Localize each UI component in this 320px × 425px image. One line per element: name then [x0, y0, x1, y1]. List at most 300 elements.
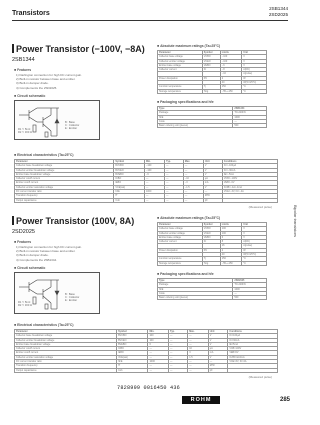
table-cell: 2SB1344: [233, 107, 267, 111]
table-row: [158, 124, 267, 128]
table-cell: V: [208, 355, 228, 359]
table-cell: Min.: [144, 160, 164, 164]
table-cell: A(pulse): [242, 72, 267, 76]
table-cell: Power dissipation: [158, 248, 203, 252]
table-cell: hFE: [114, 190, 145, 194]
table-cell: V: [242, 227, 267, 231]
table-cell: Typ.: [169, 330, 188, 334]
table-cell: VEB=6V: [228, 351, 278, 355]
table-cell: [228, 368, 278, 372]
section2-title-text: Power Transistor (100V, 8A): [16, 216, 135, 226]
pin-label: C : Collector: [65, 124, 80, 128]
table-cell: Parameter: [15, 330, 117, 334]
table-cell: −8: [220, 68, 241, 72]
table-body: [158, 279, 267, 300]
table-cell: —: [233, 119, 267, 123]
table-cell: Collector-emitter voltage: [158, 231, 203, 235]
darlington-circuit-icon: [15, 273, 101, 315]
table-cell: Unit: [208, 330, 228, 334]
table-cell: −55~+150: [220, 89, 241, 93]
table-cell: Junction temperature: [158, 257, 203, 261]
table-cell: 500: [233, 124, 267, 128]
table-cell: VCE(sat): [114, 185, 145, 189]
circuit-label: R2 ≒ 300 Ω: [18, 131, 32, 135]
table-cell: A(DC): [242, 240, 267, 244]
table-cell: Conditions: [222, 160, 277, 164]
table-cell: MHz: [203, 194, 222, 198]
table-cell: Unit: [242, 51, 267, 55]
table-cell: W(Tc=25°C): [242, 81, 267, 85]
feature-item: 3) Built-in damper diode.: [16, 81, 49, 86]
table-cell: —: [148, 368, 169, 372]
section2-abs-max-table: [157, 222, 267, 266]
table-cell: MHz: [208, 364, 228, 368]
table-cell: 6: [148, 342, 169, 346]
table-cell: BVEBO: [114, 172, 145, 176]
table-cell: −1.5: [183, 185, 203, 189]
table-cell: IC: [202, 240, 220, 244]
table-cell: —: [169, 360, 188, 364]
table-cell: DC current transfer ratio: [15, 360, 117, 364]
table-cell: IC=30mA: [228, 338, 278, 342]
table-cell: Output capacitance: [15, 198, 114, 202]
table-cell: —: [165, 177, 184, 181]
table-cell: −3: [183, 181, 203, 185]
table-cell: —: [188, 342, 209, 346]
table-cell: Type: [158, 279, 233, 283]
table-cell: Max.: [183, 160, 203, 164]
section1-electrical-table: [14, 159, 278, 203]
section1-packaging-table: [157, 106, 267, 128]
table-cell: —: [188, 360, 209, 364]
section1-packaging-heading: ■ Packaging specifications and hfe: [157, 100, 214, 104]
table-cell: Emitter-base voltage: [158, 235, 203, 239]
table-cell: °C: [242, 89, 267, 93]
table-cell: VCEO: [202, 59, 220, 63]
table-cell: —: [188, 364, 209, 368]
table-cell: BVCEO: [117, 338, 148, 342]
table-cell: Collector current: [158, 68, 203, 72]
table-cell: IE=5mA: [228, 342, 278, 346]
circuit-label: R1 ≒ 5k Ω: [18, 128, 31, 131]
table-cell: IEBO: [117, 351, 148, 355]
section2-note: (Measured pulse): [248, 375, 272, 379]
feature-item: 2) Built-in resistor between base and emitter.: [16, 249, 76, 254]
table-cell: BVEBO: [117, 342, 148, 346]
table-cell: IEBO: [114, 181, 145, 185]
table-cell: 100: [148, 338, 169, 342]
table-cell: 100: [220, 227, 241, 231]
table-cell: IC=−30mA: [222, 168, 277, 172]
document-category: Transistors: [12, 10, 50, 17]
table-cell: Unit: [242, 223, 267, 227]
table-cell: —: [183, 172, 203, 176]
table-cell: pF: [208, 368, 228, 372]
table-cell: —: [148, 351, 169, 355]
table-cell: Parameter: [158, 51, 203, 55]
table-cell: Basic ordering unit (pieces): [158, 124, 233, 128]
table-cell: Power dissipation: [158, 76, 203, 80]
table-cell: —: [165, 172, 184, 176]
side-category-tab: Bipolar transistors: [293, 205, 298, 238]
section2-part-number: 2SD2025: [12, 229, 35, 235]
circuit-label: R2 ≒ 300 Ω: [18, 304, 32, 308]
pin-label: E : Emitter: [65, 299, 78, 303]
table-cell: —: [208, 360, 228, 364]
darlington-circuit-icon: [15, 101, 101, 141]
table-cell: VCBO: [202, 227, 220, 231]
table-cell: Collector-base breakdown voltage: [15, 164, 114, 168]
table-cell: Collector-emitter breakdown voltage: [15, 168, 114, 172]
table-cell: —: [169, 347, 188, 351]
section2-abs-max-heading: ■ Absolute maximum ratings (Ta=25°C): [157, 216, 220, 220]
table-cell: VCE(sat): [117, 355, 148, 359]
table-cell: —: [144, 198, 164, 202]
table-cell: 500: [233, 296, 267, 300]
table-cell: —: [144, 194, 164, 198]
table-cell: Storage temperature: [158, 261, 203, 265]
section1-title-text: Power Transistor (−100V, −8A): [16, 44, 145, 54]
section2-electrical-table: [14, 329, 278, 373]
title-bar-mark: [12, 44, 14, 53]
table-cell: Symbol: [202, 51, 220, 55]
table-cell: TO-220FN: [233, 111, 267, 115]
table-row: [158, 261, 267, 265]
section2-packaging-table: [157, 278, 267, 300]
table-cell: —: [165, 168, 184, 172]
table-cell: 8: [220, 240, 241, 244]
table-cell: 16: [220, 244, 241, 248]
feature-item: 3) Built-in damper diode.: [16, 253, 49, 258]
table-row: [15, 198, 278, 202]
table-cell: IC/IB=4A/4mA: [228, 355, 278, 359]
feature-item: 4) Complements the 2SD2025.: [16, 85, 58, 90]
table-cell: V: [242, 235, 267, 239]
table-row: [15, 368, 278, 372]
table-cell: —: [148, 347, 169, 351]
table-cell: Cob: [114, 198, 145, 202]
table-cell: ICBO: [117, 347, 148, 351]
table-cell: —: [183, 164, 203, 168]
table-cell: hFE: [117, 360, 148, 364]
table-cell: Collector-emitter voltage: [158, 59, 203, 63]
section2-electrical-heading: ■ Electrical characteristics (Ta=25°C): [14, 323, 73, 327]
header-part-1: 2SB1344: [269, 6, 288, 11]
table-cell: Collector-emitter breakdown voltage: [15, 338, 117, 342]
section1-abs-max-table: [157, 50, 267, 94]
pin-label: C : Collector: [65, 296, 80, 300]
table-cell: BVCBO: [114, 164, 145, 168]
table-cell: —: [188, 338, 209, 342]
header-rule: [12, 20, 288, 21]
section1-features-list: [16, 73, 82, 90]
page-number: 285: [279, 397, 290, 403]
table-cell: Collector current: [158, 240, 203, 244]
table-cell: IC=100μA: [228, 334, 278, 338]
table-cell: —: [183, 198, 203, 202]
table-cell: −100: [220, 59, 241, 63]
table-cell: —: [169, 342, 188, 346]
table-cell: −100: [220, 55, 241, 59]
table-cell: mA: [203, 181, 222, 185]
section1-circuit-diagram: [14, 100, 100, 140]
table-cell: Package: [158, 283, 233, 287]
table-cell: 100: [220, 231, 241, 235]
table-cell: Conditions: [228, 330, 278, 334]
table-cell: —: [148, 364, 169, 368]
table-cell: IC: [202, 68, 220, 72]
table-cell: —: [188, 334, 209, 338]
table-cell: Min.: [148, 330, 169, 334]
table-cell: V: [203, 168, 222, 172]
table-cell: IE=−5mA: [222, 172, 277, 176]
table-cell: [222, 198, 277, 202]
table-body: [158, 51, 267, 94]
table-cell: —: [165, 190, 184, 194]
table-cell: 10: [188, 347, 209, 351]
table-cell: VEB=−6V: [222, 181, 277, 185]
rohm-logo: ROHM: [182, 396, 220, 404]
table-cell: °C: [242, 85, 267, 89]
table-cell: hFE: [158, 115, 233, 119]
table-cell: mA: [208, 351, 228, 355]
table-cell: V: [203, 172, 222, 176]
table-cell: V: [208, 338, 228, 342]
table-cell: 100: [148, 334, 169, 338]
circuit-pin-legend: [65, 121, 79, 131]
table-cell: Symbol: [117, 330, 148, 334]
table-cell: 2SD2025: [233, 279, 267, 283]
circuit-pin-legend: [65, 293, 79, 303]
table-cell: 1.5: [188, 355, 209, 359]
section1-note: (Measured pulse): [248, 205, 272, 209]
table-cell: Parameter: [15, 160, 114, 164]
table-cell: °C: [242, 261, 267, 265]
table-cell: Junction temperature: [158, 85, 203, 89]
table-cell: —: [165, 198, 184, 202]
table-cell: TO-220FN: [233, 283, 267, 287]
table-body: [158, 107, 267, 128]
table-cell: Code: [158, 291, 233, 295]
table-cell: —: [165, 185, 184, 189]
table-cell: —: [148, 355, 169, 359]
header-part-2: 2SD2025: [268, 12, 288, 17]
table-cell: Collector cutoff current: [15, 347, 117, 351]
table-cell: W(Tc=25°C): [242, 253, 267, 257]
table-cell: PC: [202, 248, 220, 252]
section2-circuit-diagram: [14, 272, 100, 314]
table-cell: −55~+150: [220, 261, 241, 265]
table-body: [15, 160, 278, 203]
table-cell: Collector-emitter saturation voltage: [15, 355, 117, 359]
table-cell: Package: [158, 111, 233, 115]
table-cell: VEBO: [202, 235, 220, 239]
table-cell: Transition frequency: [15, 364, 117, 368]
table-cell: Storage temperature: [158, 89, 203, 93]
table-cell: VEBO: [202, 63, 220, 67]
table-cell: pF: [203, 198, 222, 202]
table-cell: —: [183, 190, 203, 194]
feature-item: 1) Darlington connection for high DC current gain.: [16, 245, 83, 249]
table-cell: —: [144, 185, 164, 189]
table-body: [158, 223, 267, 266]
table-cell: Emitter-base voltage: [158, 63, 203, 67]
table-cell: Symbol: [202, 223, 220, 227]
section2-features-list: [16, 245, 82, 262]
title-bar-mark: [12, 216, 14, 225]
table-cell: Tstg: [202, 89, 220, 93]
table-cell: V: [208, 334, 228, 338]
table-cell: W: [242, 76, 267, 80]
table-cell: VCB=100V: [228, 347, 278, 351]
table-cell: −100: [144, 168, 164, 172]
circuit-resistor-labels: [18, 128, 32, 134]
table-cell: —: [169, 364, 188, 368]
table-cell: VCE=3V, IC=4A: [228, 360, 278, 364]
table-cell: —: [183, 168, 203, 172]
circuit-label: R1 ≒ 5k Ω: [18, 301, 31, 304]
table-cell: 2: [220, 76, 241, 80]
table-cell: Tstg: [202, 261, 220, 265]
table-cell: VCB=−100V: [222, 177, 277, 181]
table-cell: —: [165, 194, 184, 198]
table-body: [15, 330, 278, 373]
table-cell: VCE=−3V, IC=−4A: [222, 190, 277, 194]
table-cell: 2: [220, 248, 241, 252]
table-cell: V: [208, 342, 228, 346]
section2-title: [12, 216, 134, 226]
table-cell: 40: [220, 81, 241, 85]
table-cell: —: [188, 368, 209, 372]
section2-features-heading: ■ Features: [14, 240, 31, 244]
table-cell: 1000: [148, 360, 169, 364]
table-cell: Unit: [203, 160, 222, 164]
table-cell: V: [242, 63, 267, 67]
table-cell: V: [242, 55, 267, 59]
table-cell: —: [169, 338, 188, 342]
pin-label: B : Base: [65, 293, 75, 296]
table-cell: Collector-emitter saturation voltage: [15, 185, 114, 189]
table-cell: VCBO: [202, 55, 220, 59]
table-cell: fT: [114, 194, 145, 198]
table-cell: IC=−100μA: [222, 164, 277, 168]
table-cell: Code: [158, 119, 233, 123]
table-cell: —: [169, 334, 188, 338]
table-cell: 150: [220, 257, 241, 261]
table-cell: Tj: [202, 85, 220, 89]
table-cell: Tj: [202, 257, 220, 261]
table-cell: Max.: [188, 330, 209, 334]
table-cell: PC: [202, 76, 220, 80]
table-cell: −6: [220, 63, 241, 67]
section2-packaging-heading: ■ Packaging specifications and hfe: [157, 272, 214, 276]
table-cell: −10: [183, 177, 203, 181]
table-cell: —: [169, 355, 188, 359]
feature-item: 4) Complements the 2SB1344.: [16, 257, 58, 262]
table-cell: —: [165, 164, 184, 168]
table-cell: 150: [220, 85, 241, 89]
pin-label: E : Emitter: [65, 127, 78, 131]
section1-circuit-heading: ■ Circuit schematic: [14, 94, 45, 98]
table-cell: Type: [158, 107, 233, 111]
section1-part-number: 2SB1344: [12, 57, 35, 63]
circuit-resistor-labels: [18, 301, 32, 307]
table-cell: V: [203, 164, 222, 168]
table-cell: Collector-base voltage: [158, 227, 203, 231]
table-cell: IC/IB=−4A/−4mA: [222, 185, 277, 189]
table-cell: Collector-base breakdown voltage: [15, 334, 117, 338]
table-cell: BVCBO: [117, 334, 148, 338]
section1-features-heading: ■ Features: [14, 68, 31, 72]
table-cell: VCEO: [202, 231, 220, 235]
table-cell: —: [165, 181, 184, 185]
table-cell: 3: [188, 351, 209, 355]
table-cell: −6: [144, 172, 164, 176]
table-cell: 1000: [233, 287, 267, 291]
table-cell: Collector-base voltage: [158, 55, 203, 59]
table-cell: Typ.: [165, 160, 184, 164]
table-cell: Symbol: [114, 160, 145, 164]
table-cell: —: [169, 368, 188, 372]
table-cell: Emitter-base breakdown voltage: [15, 172, 114, 176]
table-cell: μA: [203, 177, 222, 181]
table-cell: fT: [117, 364, 148, 368]
section2-circuit-heading: ■ Circuit schematic: [14, 266, 45, 270]
table-cell: Emitter cutoff current: [15, 351, 117, 355]
table-cell: Emitter-base breakdown voltage: [15, 342, 117, 346]
table-cell: ICBO: [114, 177, 145, 181]
table-cell: 40: [220, 253, 241, 257]
section1-title: [12, 44, 145, 54]
section1-abs-max-heading: ■ Absolute maximum ratings (Ta=25°C): [157, 44, 220, 48]
table-cell: −100: [144, 164, 164, 168]
table-cell: Basic ordering unit (pieces): [158, 296, 233, 300]
table-cell: 1000: [233, 115, 267, 119]
table-cell: 6: [220, 235, 241, 239]
table-cell: V: [242, 231, 267, 235]
table-cell: BVCEO: [114, 168, 145, 172]
table-cell: Parameter: [158, 223, 203, 227]
header-part-numbers: [269, 6, 288, 18]
section1-electrical-heading: ■ Electrical characteristics (Ta=25°C): [14, 153, 73, 157]
table-cell: Limits: [220, 51, 241, 55]
table-cell: V: [242, 59, 267, 63]
table-cell: Output capacitance: [15, 368, 117, 372]
table-cell: —: [144, 177, 164, 181]
table-cell: Limits: [220, 223, 241, 227]
table-cell: A(pulse): [242, 244, 267, 248]
table-cell: 1000: [144, 190, 164, 194]
table-cell: DC current transfer ratio: [15, 190, 114, 194]
table-cell: Transition frequency: [15, 194, 114, 198]
table-cell: —: [169, 351, 188, 355]
table-cell: W: [242, 248, 267, 252]
table-cell: V: [203, 185, 222, 189]
pin-label: B : Base: [65, 121, 75, 124]
table-cell: —: [144, 181, 164, 185]
feature-item: 2) Built-in resistor between base and emitter.: [16, 77, 76, 82]
table-row: [158, 296, 267, 300]
table-cell: Emitter cutoff current: [15, 181, 114, 185]
table-cell: —: [183, 194, 203, 198]
table-cell: A(DC): [242, 68, 267, 72]
feature-item: 1) Darlington connection for high DC current gain.: [16, 73, 83, 77]
table-cell: —: [203, 190, 222, 194]
table-cell: μA: [208, 347, 228, 351]
table-cell: hFE: [158, 287, 233, 291]
barcode-text: 7828999 0016450 436: [117, 385, 180, 391]
table-row: [158, 89, 267, 93]
